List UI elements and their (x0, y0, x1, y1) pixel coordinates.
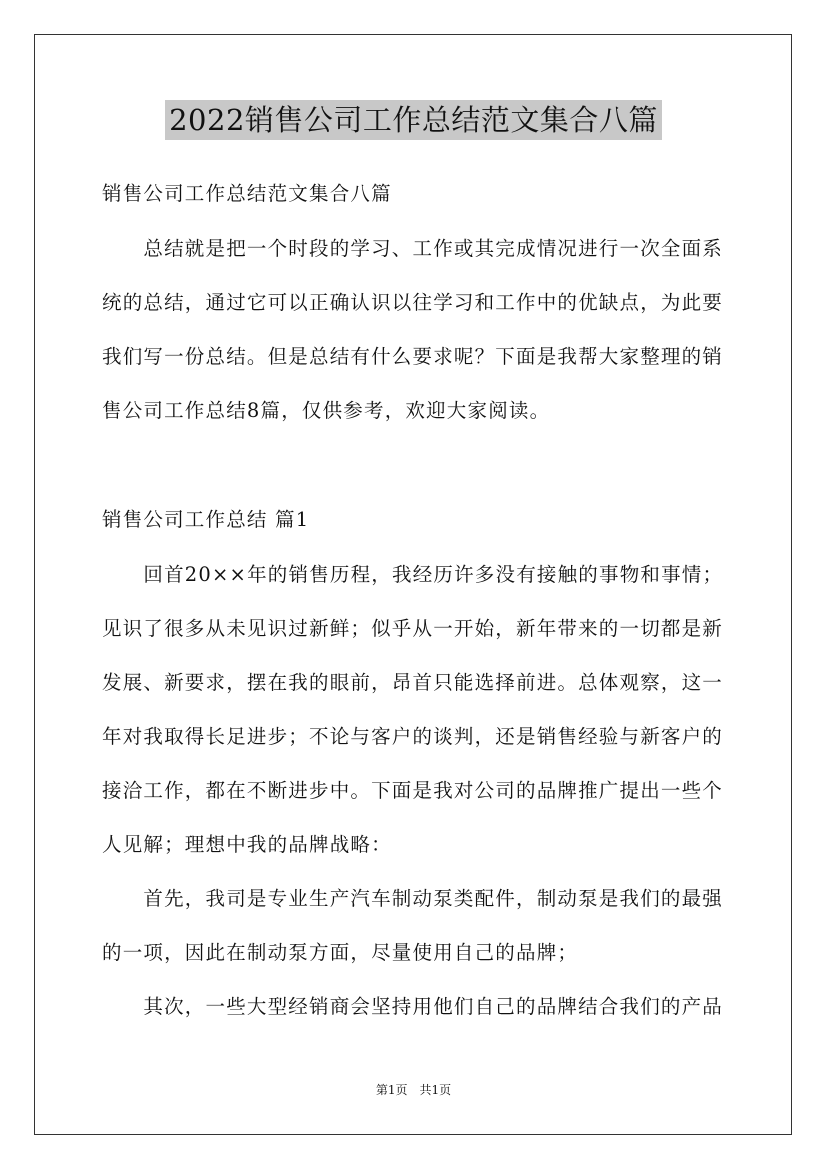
paragraph-line: 人见解；理想中我的品牌战略： (102, 833, 392, 856)
paragraph-line: 的一项，因此在制动泵方面，尽量使用自己的品牌； (102, 941, 579, 964)
paragraph-line: 首先，我司是专业生产汽车制动泵类配件，制动泵是我们的最强 (102, 887, 724, 910)
paragraph-line: 年对我取得长足进步；不论与客户的谈判，还是销售经验与新客户的 (102, 725, 724, 748)
paragraph-line: 我们写一份总结。但是总结有什么要求呢？下面是我帮大家整理的销 (102, 345, 724, 368)
subtitle-line: 销售公司工作总结范文集合八篇 (102, 182, 392, 205)
paragraph-line: 售公司工作总结8篇，仅供参考，欢迎大家阅读。 (102, 399, 551, 422)
paragraph-line: 发展、新要求，摆在我的眼前，昂首只能选择前进。总体观察，这一 (102, 671, 724, 694)
paragraph-line: 回首20××年的销售历程，我经历许多没有接触的事物和事情； (102, 563, 724, 586)
section-heading: 销售公司工作总结 篇1 (102, 508, 310, 531)
paragraph-line: 见识了很多从未见识过新鲜；似乎从一开始，新年带来的一切都是新 (102, 617, 724, 640)
paragraph-line: 接洽工作，都在不断进步中。下面是我对公司的品牌推广提出一些个 (102, 779, 724, 802)
page-footer: 第1页 共1页 (375, 1083, 452, 1097)
document-title: 2022销售公司工作总结范文集合八篇 (165, 100, 662, 140)
title-container (0, 100, 827, 140)
paragraph-line: 其次，一些大型经销商会坚持用他们自己的品牌结合我们的产品 (102, 995, 724, 1018)
paragraph-line: 总结就是把一个时段的学习、工作或其完成情况进行一次全面系 (102, 237, 724, 260)
paragraph-line: 统的总结，通过它可以正确认识以往学习和工作中的优缺点，为此要 (102, 291, 724, 314)
